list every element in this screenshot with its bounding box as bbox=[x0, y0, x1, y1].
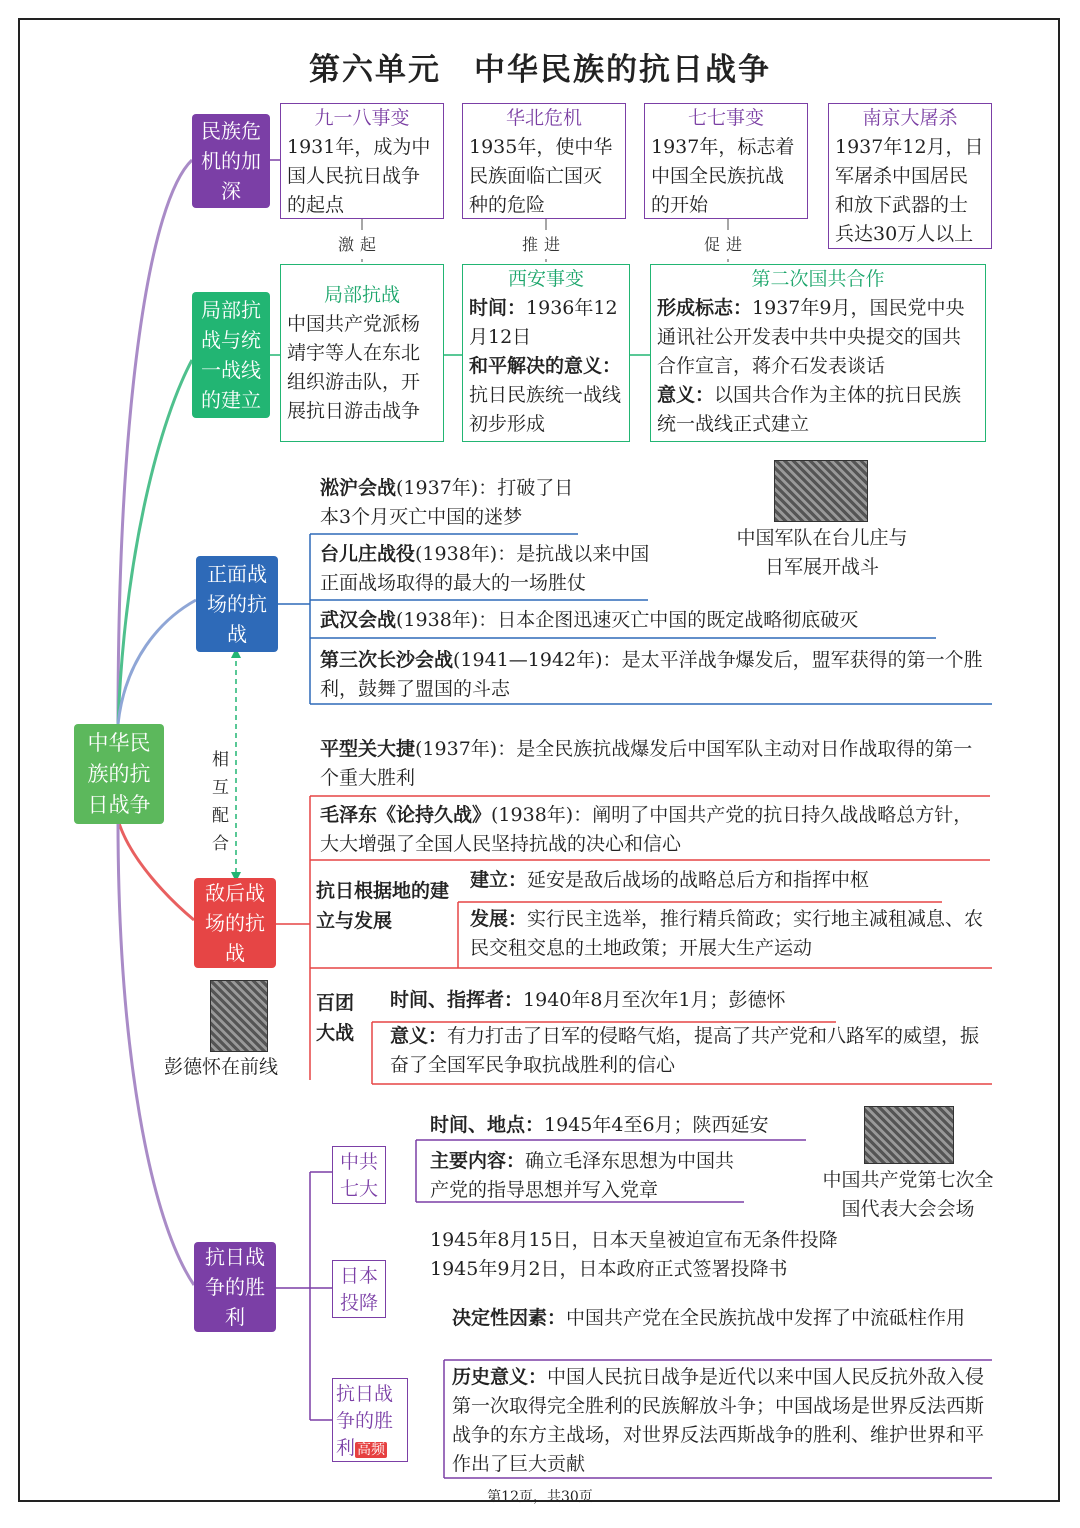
win-factor: 决定性因素：中国共产党在全民族抗战中发挥了中流砥柱作用 bbox=[452, 1307, 966, 1329]
front-node: 正面战场的抗战 bbox=[196, 556, 278, 652]
second-coop-meaning-label: 意义： bbox=[657, 384, 715, 406]
event-text-nanjing: 1937年12月，日军屠杀中国居民和放下武器的士兵达30万人以上 bbox=[835, 136, 984, 245]
page-footer: 第12页，共30页 bbox=[487, 1489, 593, 1505]
pengdehuai-photo bbox=[210, 980, 268, 1052]
event-title-nanjing: 南京大屠杀 bbox=[862, 107, 958, 129]
battle-wuhan: 武汉会战(1938年)：日本企图迅速灭亡中国的既定战略彻底破灭 bbox=[320, 609, 859, 631]
event-title-huabei: 华北危机 bbox=[505, 107, 582, 129]
cpc7-caption: 中国共产党第七次全国代表大会会场 bbox=[822, 1169, 994, 1220]
base-area-label: 抗日根据地的建立与发展 bbox=[316, 880, 450, 932]
second-coop-meaning: 以国共合作为主体的抗日民族统一战线正式建立 bbox=[657, 384, 962, 435]
page-title: 第六单元 中华民族的抗日战争 bbox=[309, 52, 771, 88]
victory-node: 抗日战争的胜利 bbox=[194, 1242, 276, 1332]
event-box-nanjing bbox=[828, 103, 992, 249]
surrender-line2: 1945年9月2日，日本政府正式签署投降书 bbox=[430, 1258, 788, 1280]
second-coop-sign: 1937年9月，国民党中央通讯社公开发表中共中央提交的国共合作宣言，蒋介石发表谈话 bbox=[657, 297, 965, 377]
hundred-meaning: 意义：有力打击了日军的侵略气焰，提高了共产党和八路军的威望，振奋了全国军民争取抗战胜利的信心 bbox=[390, 1025, 980, 1076]
xian-title: 西安事变 bbox=[507, 268, 584, 290]
root-node: 中华民族的抗日战争 bbox=[74, 724, 164, 824]
xian-box bbox=[462, 264, 630, 442]
event-title-0918: 九一八事变 bbox=[314, 107, 410, 129]
branch-crisis bbox=[118, 160, 192, 724]
event-box-0707 bbox=[644, 103, 808, 219]
crisis-node: 民族危机的加深 bbox=[192, 114, 270, 208]
cpc7-time: 时间、地点：1945年4至6月；陕西延安 bbox=[430, 1114, 769, 1136]
second-coop-title: 第二次国共合作 bbox=[751, 268, 885, 290]
local-war-text: 中国共产党派杨靖宇等人在东北组织游击队，开展抗日游击战争 bbox=[287, 313, 421, 422]
hundred-regiments-label: 百团大战 bbox=[316, 992, 355, 1044]
base-build: 建立：延安是敌后战场的战略总后方和指挥中枢 bbox=[470, 869, 870, 891]
battle-changsha: 第三次长沙会战(1941—1942年)：是太平洋战争爆发后，盟军获得的第一个胜利，鼓舞了盟国的斗志 bbox=[320, 649, 983, 700]
event-text-0918: 1931年，成为中国人民抗日战争的起点 bbox=[287, 136, 431, 216]
rear-node: 敌后战场的抗战 bbox=[194, 878, 276, 968]
win-meaning: 历史意义：中国人民抗日战争是近代以来中国人民反抗外敌入侵第一次取得完全胜利的民族解放斗争；中国战场是世界反法西斯战争的东方主战场，对世界反法西斯战争的胜利、维护世界和平作出了巨大贡献 bbox=[452, 1366, 985, 1475]
pengdehuai-caption: 彭德怀在前线 bbox=[164, 1056, 279, 1078]
event-text-huabei: 1935年，使中华民族面临亡国灭种的危险 bbox=[469, 136, 613, 216]
battle-songhu: 淞沪会战(1937年)：打破了日本3个月灭亡中国的迷梦 bbox=[320, 477, 574, 528]
event-text-0707: 1937年，标志着中国全民族抗战的开始 bbox=[651, 136, 795, 216]
event-title-0707: 七七事变 bbox=[687, 107, 764, 129]
cpc7-photo bbox=[864, 1106, 954, 1164]
hundred-time: 时间、指挥者：1940年8月至次年1月；彭德怀 bbox=[390, 989, 786, 1011]
branch-front bbox=[118, 600, 196, 724]
cooperate-label: 相互配合 bbox=[212, 750, 243, 854]
arrow-label-tuijin: 推进 bbox=[522, 230, 566, 259]
xian-meaning: 抗日民族统一战线初步形成 bbox=[469, 384, 622, 435]
xian-time: 1936年12月12日 bbox=[469, 297, 618, 348]
branch-rear bbox=[118, 820, 194, 920]
mao-protracted-war: 毛泽东《论持久战》(1938年)：阐明了中国共产党的抗日持久战战略总方针，大大增强了全国人民坚持抗战的决心和信心 bbox=[320, 804, 973, 855]
event-box-0918 bbox=[280, 103, 444, 219]
local-war-box bbox=[280, 264, 444, 442]
surrender-line1: 1945年8月15日，日本天皇被迫宣布无条件投降 bbox=[430, 1229, 838, 1251]
high-frequency-tag: 高频 bbox=[357, 1442, 386, 1458]
pingxingguan: 平型关大捷(1937年)：是全民族抗战爆发后中国军队主动对日作战取得的第一个重大胜利 bbox=[320, 738, 973, 789]
local-war-title: 局部抗战 bbox=[323, 284, 400, 306]
cpc7-label: 中共七大 bbox=[332, 1146, 386, 1204]
united-front-node: 局部抗战与统一战线的建立 bbox=[192, 292, 270, 418]
second-coop-box bbox=[650, 264, 986, 442]
battle-taierzhuang: 台儿庄战役(1938年)：是抗战以来中国正面战场取得的最大的一场胜仗 bbox=[320, 543, 650, 594]
surrender-label: 日本投降 bbox=[332, 1260, 386, 1318]
second-coop-sign-label: 形成标志： bbox=[657, 297, 753, 319]
base-dev: 发展：实行民主选举，推行精兵简政；实行地主减租减息、农民交租交息的土地政策；开展大生产运动 bbox=[470, 908, 984, 959]
xian-meaning-label: 和平解决的意义： bbox=[469, 355, 622, 377]
win-label: 抗日战争的胜利 高频 bbox=[332, 1378, 408, 1462]
arrow-label-cujin: 促进 bbox=[704, 230, 748, 259]
event-box-huabei bbox=[462, 103, 626, 219]
arrow-label-jiqi: 激起 bbox=[338, 230, 382, 259]
taierzhuang-caption: 中国军队在台儿庄与日军展开战斗 bbox=[736, 527, 908, 578]
xian-time-label: 时间： bbox=[469, 297, 527, 319]
cpc7-content: 主要内容：确立毛泽东思想为中国共产党的指导思想并写入党章 bbox=[430, 1150, 735, 1201]
taierzhuang-photo bbox=[774, 460, 868, 522]
